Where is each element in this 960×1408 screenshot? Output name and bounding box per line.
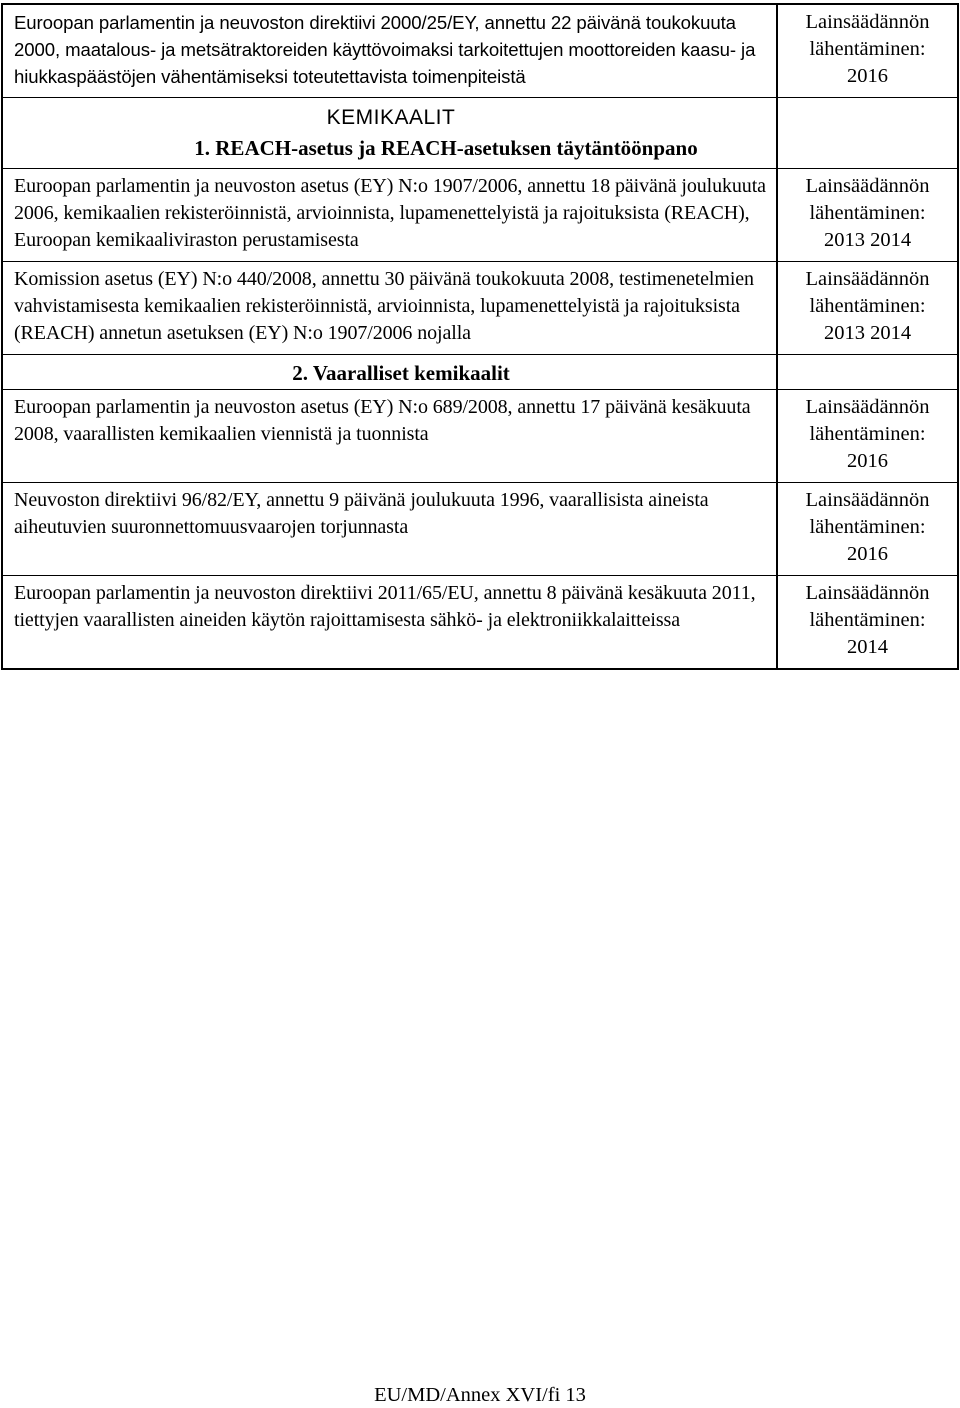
legal-act-title: Euroopan parlamentin ja neuvoston direktiivi 2000/25/EY, annettu 22 päivänä toukokuuta 2000, maatalous- ja metsätraktoreiden käyttövoimaksi tarkoitettujen moottoreiden kaasu- ja hiukkaspäästöjen vähentämiseksi toteutettavista toimenpiteistä <box>14 12 756 87</box>
legal-act-title: Euroopan parlamentin ja neuvoston asetus (EY) N:o 1907/2006, annettu 18 päivänä joulukuuta 2006, kemikaalien rekisteröinnistä, arvioinnista, lupamenettelyistä ja rajoituksista (REACH), Euroopan kemikaaliviraston perustamisesta <box>14 175 766 251</box>
status-cell <box>778 169 957 261</box>
status-label: Lainsäädännön <box>805 396 930 418</box>
status-sublabel: lähentäminen: <box>809 202 926 224</box>
table-row <box>3 354 957 389</box>
legal-act-cell <box>3 5 778 97</box>
chapter-heading-cell <box>3 98 778 132</box>
table-row <box>3 575 957 668</box>
legislation-table <box>1 3 959 670</box>
status-label: Lainsäädännön <box>805 582 930 604</box>
legal-act-title: Euroopan parlamentin ja neuvoston asetus (EY) N:o 689/2008, annettu 17 päivänä kesäkuuta 2008, vaarallisten kemikaalien viennistä ja tuonnista <box>14 396 751 445</box>
status-year: 2016 <box>847 450 888 472</box>
table-row <box>3 5 957 97</box>
section-heading-cell <box>3 355 778 389</box>
status-label: Lainsäädännön <box>805 175 930 197</box>
status-sublabel: lähentäminen: <box>809 38 926 60</box>
status-year: 2014 <box>847 636 888 658</box>
status-year: 2016 <box>847 65 888 87</box>
status-sublabel: lähentäminen: <box>809 295 926 317</box>
table-row <box>3 482 957 575</box>
legal-act-title: Komission asetus (EY) N:o 440/2008, annettu 30 päivänä toukokuuta 2008, testimenetelmien vahvistamisesta kemikaalien rekisteröinnistä, arvioinnista, lupamenettelyistä ja rajoituksista (REACH) annetun asetuksen (EY) N:o 1907/2006 nojalla <box>14 268 754 344</box>
legal-act-title: Neuvoston direktiivi 96/82/EY, annettu 9 päivänä joulukuuta 1996, vaarallisista aineista aiheutuvien suuronnettomuusvaarojen torjunnasta <box>14 489 709 538</box>
table-row <box>3 261 957 354</box>
legal-act-cell <box>3 390 778 482</box>
section-heading-cell <box>3 132 778 168</box>
chapter-heading: KEMIKAALIT <box>326 106 456 129</box>
status-cell <box>778 262 957 354</box>
table-row <box>3 97 957 132</box>
empty-cell <box>778 132 957 168</box>
status-label: Lainsäädännön <box>805 489 930 511</box>
status-sublabel: lähentäminen: <box>809 423 926 445</box>
legal-act-cell <box>3 576 778 668</box>
empty-cell <box>778 98 957 132</box>
status-cell <box>778 483 957 575</box>
status-cell <box>778 390 957 482</box>
section-heading: 2. Vaaralliset kemikaalit <box>292 361 510 385</box>
status-year: 2016 <box>847 543 888 565</box>
status-year: 2013 2014 <box>823 322 912 344</box>
status-cell <box>778 5 957 97</box>
section-heading: 1. REACH-asetus ja REACH-asetuksen täytäntöönpano <box>194 136 698 160</box>
legal-act-title: Euroopan parlamentin ja neuvoston direktiivi 2011/65/EU, annettu 8 päivänä kesäkuuta 2011, tiettyjen vaarallisten aineiden käytön rajoittamisesta sähkö- ja elektroniikkalaitteissa <box>14 582 756 631</box>
status-year: 2013 2014 <box>823 229 912 251</box>
status-sublabel: lähentäminen: <box>809 609 926 631</box>
status-sublabel: lähentäminen: <box>809 516 926 538</box>
legal-act-cell <box>3 169 778 261</box>
table-row <box>3 389 957 482</box>
table-row <box>3 168 957 261</box>
status-label: Lainsäädännön <box>805 268 930 290</box>
status-cell <box>778 576 957 668</box>
empty-cell <box>778 355 957 389</box>
table-row <box>3 132 957 168</box>
legal-act-cell <box>3 483 778 575</box>
page-footer: EU/MD/Annex XVI/fi 13 <box>374 1384 586 1406</box>
status-label: Lainsäädännön <box>805 11 930 33</box>
legal-act-cell <box>3 262 778 354</box>
